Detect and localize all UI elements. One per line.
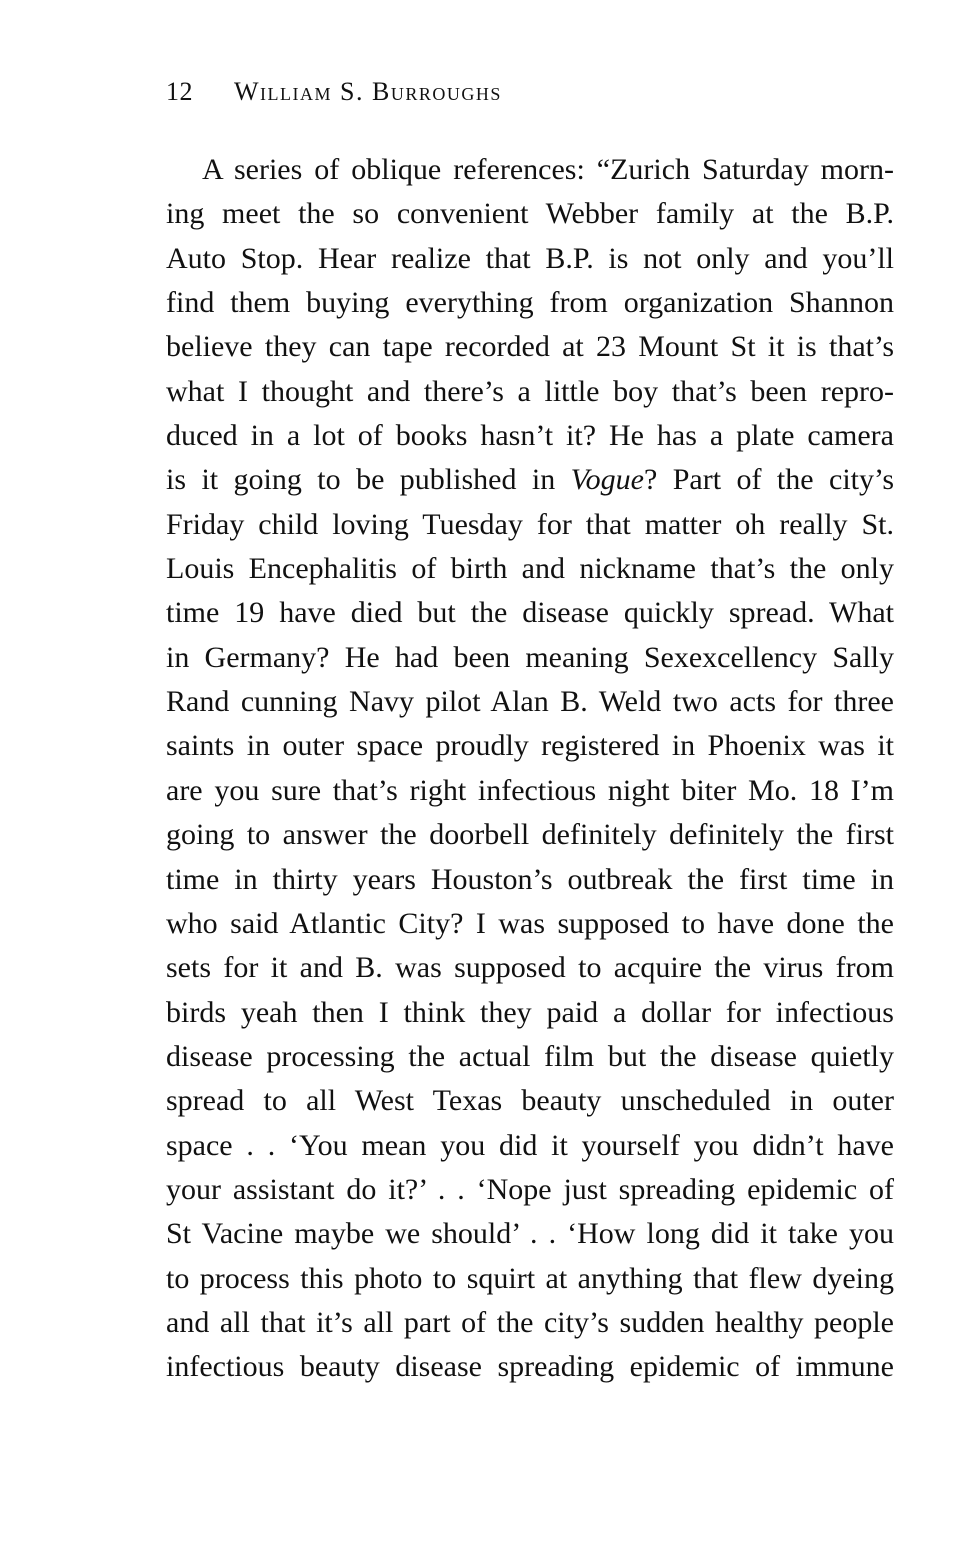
text-line: time in thirty years Houston’s outbreak the first time in: [166, 862, 894, 896]
text-line: space . . ‘You mean you did it yourself you didn’t have: [166, 1128, 894, 1162]
text-line: your assistant do it?’ . . ‘Nope just spreading epidemic of: [166, 1172, 894, 1206]
page-number: 12: [166, 77, 193, 106]
text-line: to process this photo to squirt at anything that flew dyeing: [166, 1261, 894, 1295]
body-text: [166, 148, 894, 1390]
text-line: sets for it and B. was supposed to acquire the virus from: [166, 951, 894, 985]
text-line: duced in a lot of books hasn’t it? He has a plate camera: [166, 419, 894, 453]
text-line: and all that it’s all part of the city’s sudden healthy people: [166, 1305, 894, 1339]
text-fragment: ? Part of the city’s: [644, 463, 894, 497]
text-line: what I thought and there’s a little boy that’s been repro-: [166, 374, 894, 408]
text-line: infectious beauty disease spreading epidemic of immune: [166, 1350, 894, 1384]
text-line: A series of oblique references: “Zurich Saturday morn-: [202, 153, 894, 186]
text-line: Louis Encephalitis of birth and nickname that’s the only: [166, 552, 894, 586]
text-line: time 19 have died but the disease quickly spread. What: [166, 596, 894, 630]
text-line: disease processing the actual film but the disease quietly: [166, 1039, 894, 1073]
text-line: going to answer the doorbell definitely definitely the first: [166, 818, 894, 852]
text-line: St Vacine maybe we should’ . . ‘How long did it take you: [166, 1217, 894, 1251]
text-line: who said Atlantic City? I was supposed to have done the: [166, 906, 894, 940]
magazine-title: Vogue: [570, 463, 644, 497]
text-line: find them buying everything from organization Shannon: [166, 286, 894, 320]
text-line: ing meet the so convenient Webber family at the B.P.: [166, 197, 894, 231]
running-head-author: William S. Burroughs: [234, 77, 502, 106]
text-line: Friday child loving Tuesday for that matter oh really St.: [166, 507, 894, 541]
text-line: birds yeah then I think they paid a dollar for infectious: [166, 995, 894, 1029]
text-line: in Germany? He had been meaning Sexexcellency Sally: [166, 640, 894, 674]
text-line: spread to all West Texas beauty unscheduled in outer: [166, 1084, 894, 1118]
text-line: Auto Stop. Hear realize that B.P. is not only and you’ll: [166, 241, 894, 275]
text-line: saints in outer space proudly registered in Phoenix was it: [166, 729, 894, 763]
text-line: are you sure that’s right infectious night biter Mo. 18 I’m: [166, 773, 894, 807]
text-line: believe they can tape recorded at 23 Mount St it is that’s: [166, 330, 894, 364]
text-line: Rand cunning Navy pilot Alan B. Weld two acts for three: [166, 685, 894, 719]
running-head: [166, 76, 502, 108]
text-fragment: is it going to be published in: [166, 463, 571, 497]
text-line-with-title: [166, 458, 894, 502]
